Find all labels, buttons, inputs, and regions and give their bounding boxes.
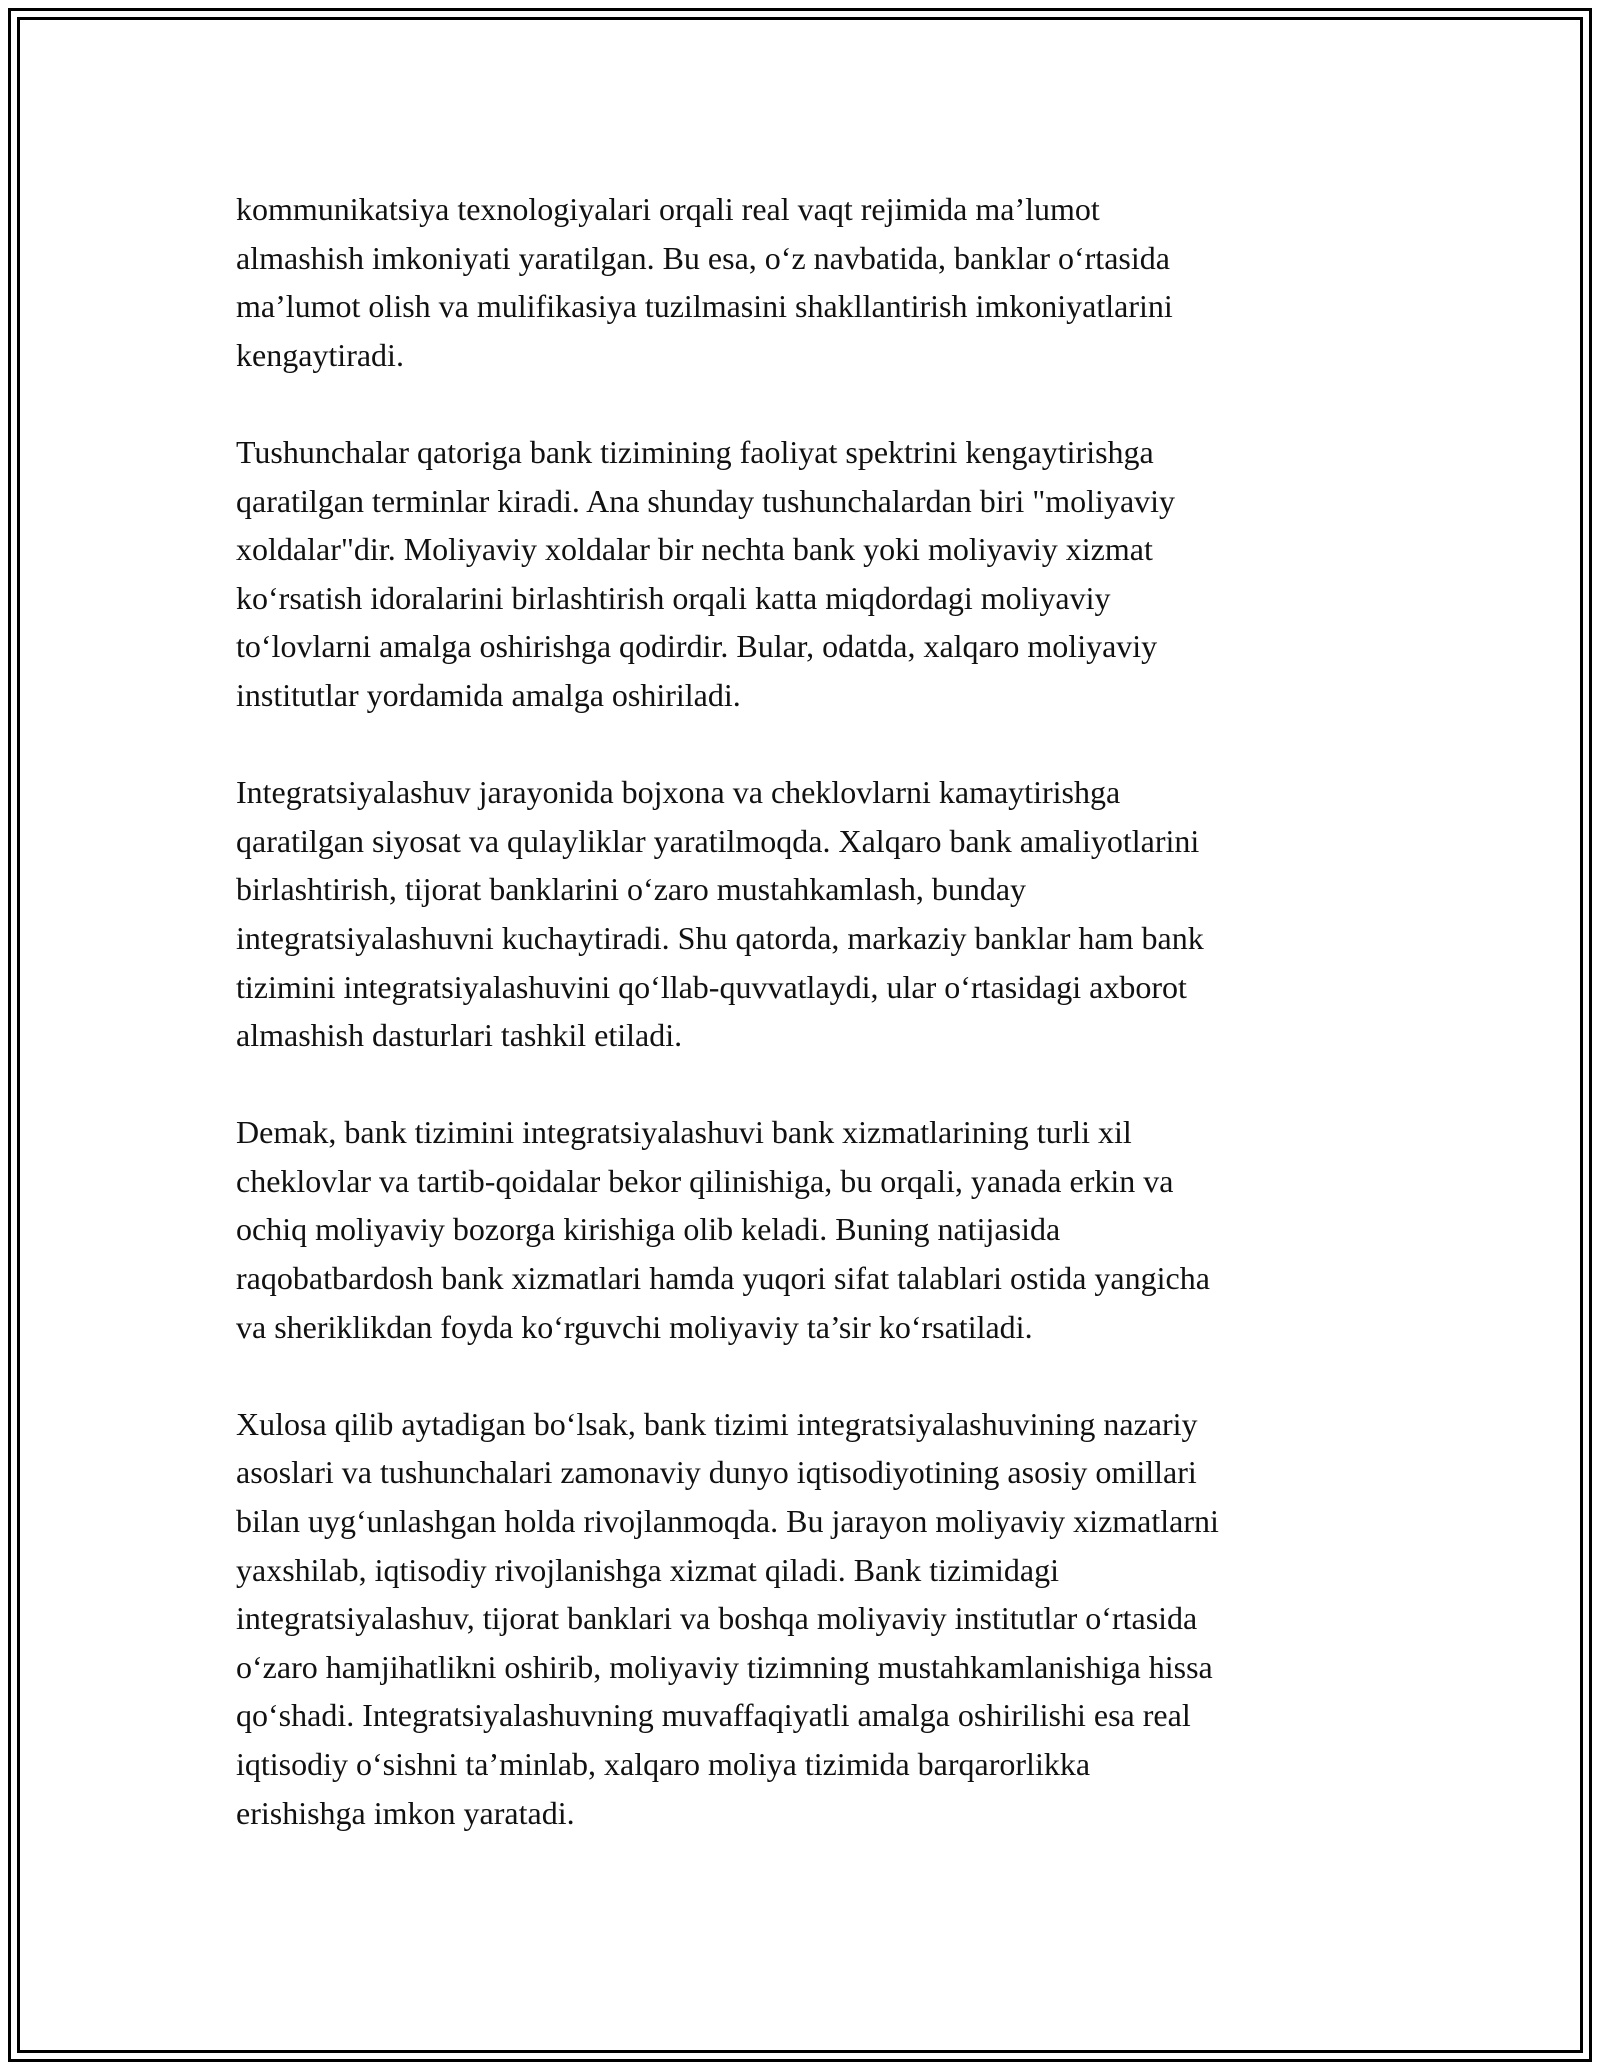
text-line: qaratilgan terminlar kiradi. Ana shunday tushunchalardan biri "moliyaviy (236, 482, 1176, 519)
paragraph-3 (236, 768, 1371, 1060)
text-line: ma’lumot olish va mulifikasiya tuzilmasini shakllantirish imkoniyatlarini (236, 288, 1173, 325)
text-line: bilan uyg‘unlashgan holda rivojlanmoqda. Bu jarayon moliyaviy xizmatlarni (236, 1503, 1219, 1540)
text-line: Demak, bank tizimini integratsiyalashuvi bank xizmatlarining turli xil (236, 1114, 1132, 1151)
text-line: yaxshilab, iqtisodiy rivojlanishga xizmat qiladi. Bank tizimidagi (236, 1551, 1059, 1588)
text-line: raqobatbardosh bank xizmatlari hamda yuqori sifat talablari ostida yangicha (236, 1260, 1210, 1297)
text-line: kommunikatsiya texnologiyalari orqali real vaqt rejimida ma’lumot (236, 191, 1100, 227)
paragraph-1 (236, 185, 1371, 379)
text-line: integratsiyalashuvni kuchaytiradi. Shu qatorda, markaziy banklar ham bank (236, 919, 1204, 956)
text-line: Integratsiyalashuv jarayonida bojxona va cheklovlarni kamaytirishga (236, 774, 1121, 811)
text-line: to‘lovlarni amalga oshirishga qodirdir. Bular, odatda, xalqaro moliyaviy (236, 628, 1158, 665)
text-line: ko‘rsatish idoralarini birlashtirish orqali katta miqdordagi moliyaviy (236, 579, 1111, 616)
text-line: erishishga imkon yaratadi. (236, 1794, 575, 1831)
text-line: tizimini integratsiyalashuvini qo‘llab-quvvatlaydi, ular o‘rtasidagi axborot (236, 968, 1187, 1005)
text-line: cheklovlar va tartib-qoidalar bekor qilinishiga, bu orqali, yanada erkin va (236, 1162, 1174, 1199)
document-body (236, 185, 1371, 1886)
text-line: integratsiyalashuv, tijorat banklari va boshqa moliyaviy institutlar o‘rtasida (236, 1600, 1198, 1637)
text-line: va sheriklikdan foyda ko‘rguvchi moliyaviy ta’sir ko‘rsatiladi. (236, 1308, 1033, 1345)
text-line: qaratilgan siyosat va qulayliklar yaratilmoqda. Xalqaro bank amaliyotlarini (236, 822, 1200, 859)
text-line: qo‘shadi. Integratsiyalashuvning muvaffaqiyatli amalga oshirilishi esa real (236, 1697, 1191, 1734)
text-line: Tushunchalar qatoriga bank tizimining faoliyat spektrini kengaytirishga (236, 433, 1154, 470)
text-line: almashish dasturlari tashkil etiladi. (236, 1017, 683, 1054)
text-line: ochiq moliyaviy bozorga kirishiga olib keladi. Buning natijasida (236, 1211, 1061, 1248)
text-line: xoldalar"dir. Moliyaviy xoldalar bir nechta bank yoki moliyaviy xizmat (236, 531, 1153, 568)
text-line: o‘zaro hamjihatlikni oshirib, moliyaviy tizimning mustahkamlanishiga hissa (236, 1648, 1213, 1685)
text-line: kengaytiradi. (236, 336, 404, 373)
paragraph-2 (236, 428, 1371, 720)
text-line: institutlar yordamida amalga oshiriladi. (236, 676, 741, 713)
text-line: birlashtirish, tijorat banklarini o‘zaro mustahkamlash, bunday (236, 871, 1027, 908)
text-line: iqtisodiy o‘sishni ta’minlab, xalqaro moliya tizimida barqarorlikka (236, 1746, 1091, 1782)
paragraph-4 (236, 1108, 1371, 1351)
text-line: almashish imkoniyati yaratilgan. Bu esa, o‘z navbatida, banklar o‘rtasida (236, 239, 1170, 276)
text-line: asoslari va tushunchalari zamonaviy dunyo iqtisodiyotining asosiy omillari (236, 1454, 1197, 1491)
text-line: Xulosa qilib aytadigan bo‘lsak, bank tizimi integratsiyalashuvining nazariy (236, 1405, 1198, 1442)
paragraph-5 (236, 1400, 1371, 1837)
